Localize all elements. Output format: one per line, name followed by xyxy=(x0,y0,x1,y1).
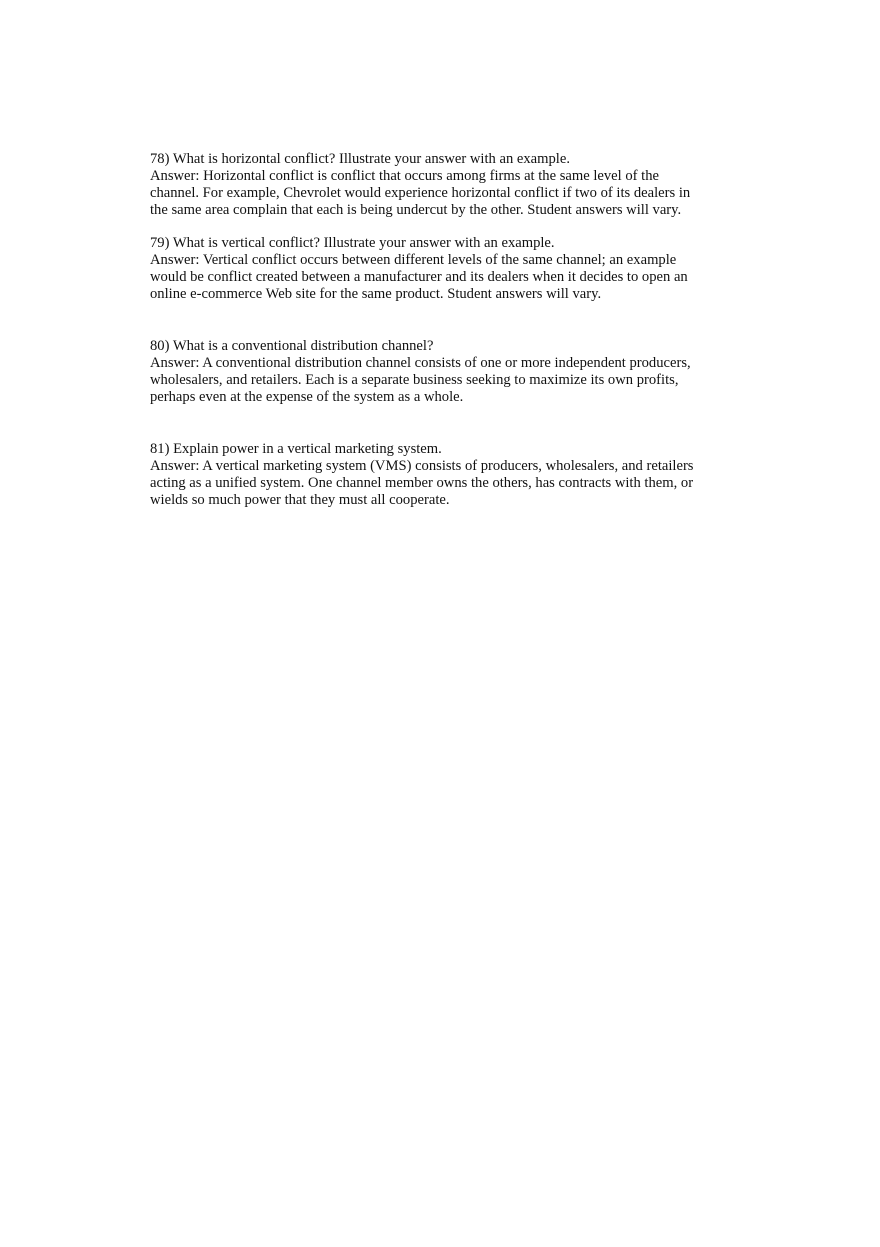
question-text: 78) What is horizontal conflict? Illustrate your answer with an example. xyxy=(150,151,570,167)
answer-line: channel. For example, Chevrolet would experience horizontal conflict if two of its dealers in xyxy=(150,185,691,201)
answer-line: online e-commerce Web site for the same product. Student answers will vary. xyxy=(150,286,602,302)
question-block-79 xyxy=(150,235,720,303)
question-block-81 xyxy=(150,441,720,509)
question-block-78 xyxy=(150,151,720,219)
question-block-80 xyxy=(150,338,720,406)
answer-line: wholesalers, and retailers. Each is a separate business seeking to maximize its own profits, xyxy=(150,372,679,388)
answer-line: Answer: A vertical marketing system (VMS) consists of producers, wholesalers, and retailers xyxy=(150,458,694,474)
answer-line: would be conflict created between a manufacturer and its dealers when it decides to open an xyxy=(150,269,688,285)
question-text: 79) What is vertical conflict? Illustrate your answer with an example. xyxy=(150,235,555,251)
answer-line: the same area complain that each is being undercut by the other. Student answers will vary. xyxy=(150,202,682,218)
answer-line: perhaps even at the expense of the system as a whole. xyxy=(150,389,464,405)
answer-line: Answer: Vertical conflict occurs between different levels of the same channel; an example xyxy=(150,252,677,268)
answer-line: acting as a unified system. One channel member owns the others, has contracts with them, or xyxy=(150,475,694,491)
question-text: 81) Explain power in a vertical marketing system. xyxy=(150,441,442,457)
answer-line: wields so much power that they must all cooperate. xyxy=(150,492,450,508)
answer-line: Answer: Horizontal conflict is conflict that occurs among firms at the same level of the xyxy=(150,168,659,184)
question-text: 80) What is a conventional distribution channel? xyxy=(150,338,434,354)
answer-line: Answer: A conventional distribution channel consists of one or more independent producers, xyxy=(150,355,691,371)
